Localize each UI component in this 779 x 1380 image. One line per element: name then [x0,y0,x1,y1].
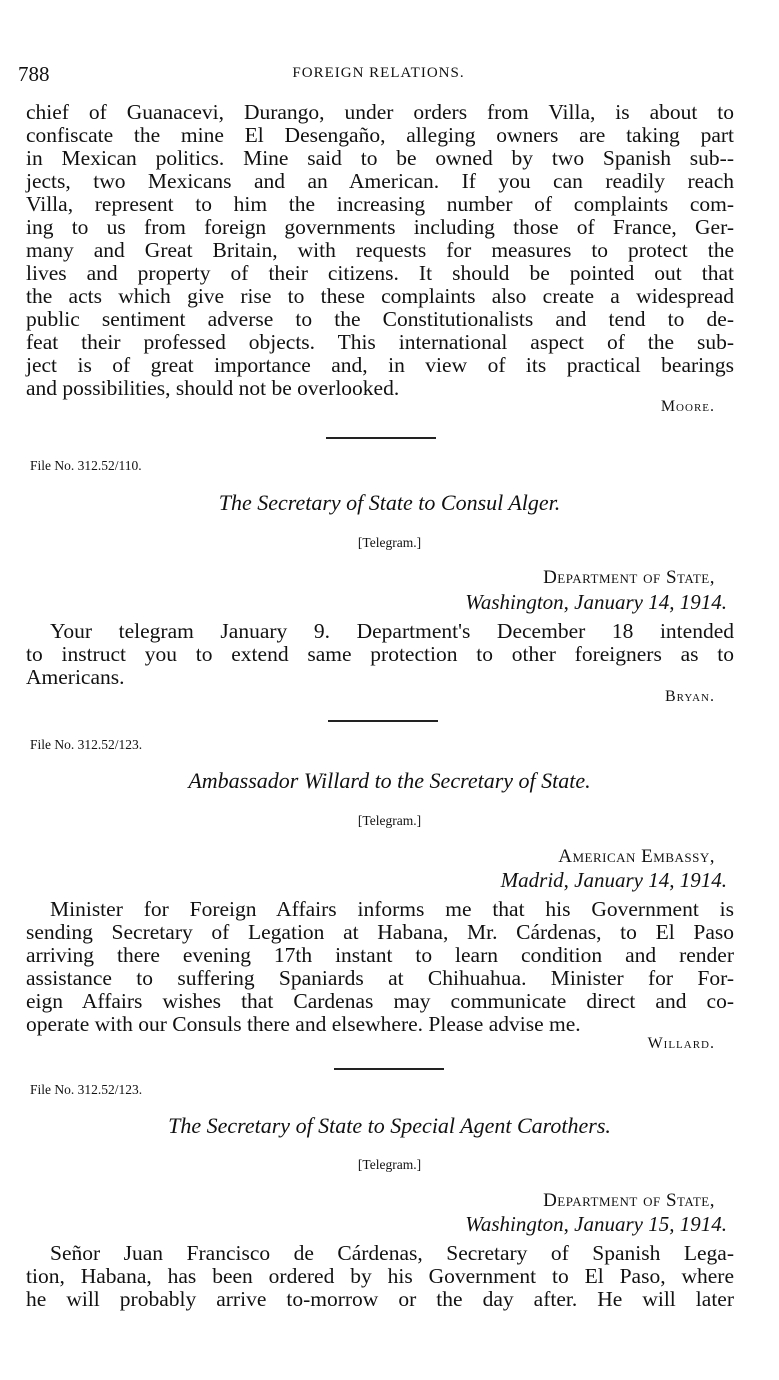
place: Washington [465,1212,564,1236]
signature-moore: Moore. [660,398,715,415]
text-line: he will probably arrive to-morrow or the day after. He will later [26,1287,734,1311]
file-number: File No. 312.52/123. [30,1082,143,1097]
section-divider [334,1068,444,1070]
signature-bryan: Bryan. [664,688,715,705]
place-date-line: Madrid, January 14, 1914. [500,868,727,892]
text-line: the acts which give rise to these complaints also create a widespread [26,284,734,308]
page-number: 788 [18,62,50,86]
text-line: Your telegram January 9. Department's December 18 intended [50,619,734,643]
office-line: American Embassy, [558,846,715,867]
telegram-label: [Telegram.] [357,813,422,828]
text-line: jects, two Mexicans and an American. If you can readily reach [26,169,734,193]
text-line: Minister for Foreign Affairs informs me that his Government is [50,897,734,921]
section-divider [328,720,438,722]
text-line: in Mexican politics. Mine said to be owned by two Spanish sub-- [26,146,734,170]
place-date-line: Washington, January 14, 1914. [465,590,727,614]
file-number: File No. 312.52/123. [30,737,143,752]
text-line: ing to us from foreign governments including those of France, Ger- [26,215,734,239]
date: January 14, 1914. [574,868,727,892]
page-header [18,62,739,86]
document-heading: The Secretary of State to Special Agent Carothers. [168,1113,611,1138]
text-line: sending Secretary of Legation at Habana, Mr. Cárdenas, to El Paso [26,920,734,944]
text-line: Americans. [26,665,125,689]
text-line: operate with our Consuls there and elsewhere. Please advise me. [26,1012,581,1036]
document-body [26,1242,734,1311]
text-line: feat their professed objects. This international aspect of the sub- [26,330,734,354]
office-line: Department of State, [543,1190,715,1211]
telegram-label: [Telegram.] [357,1157,422,1172]
text-line: and possibilities, should not be overlooked. [26,376,400,400]
text-line: arriving there evening 17th instant to learn condition and render [26,943,734,967]
signature-willard: Willard. [647,1035,715,1052]
document-heading: The Secretary of State to Consul Alger. [218,490,561,515]
place: Washington [465,590,564,614]
text-line: chief of Guanacevi, Durango, under orders from Villa, is about to [26,100,734,124]
text-line: lives and property of their citizens. It should be pointed out that [26,261,734,285]
text-line: public sentiment adverse to the Constitutionalists and tend to de- [26,307,734,331]
date: January 14, 1914. [574,590,727,614]
document-body [26,898,734,1036]
place-date-line: Washington, January 15, 1914. [465,1212,727,1236]
text-line: ject is of great importance and, in view of its practical bearings [26,353,734,377]
text-line: eign Affairs wishes that Cardenas may communicate direct and co- [26,989,734,1013]
text-line: Villa, represent to him the increasing number of complaints com- [26,192,734,216]
date: January 15, 1914. [574,1212,727,1236]
file-number: File No. 312.52/110. [30,458,142,473]
running-title: FOREIGN RELATIONS. [292,65,465,81]
text-line: confiscate the mine El Desengaño, alleging owners are taking part [26,123,734,147]
section-divider [326,437,436,439]
text-line: assistance to suffering Spaniards at Chihuahua. Minister for For- [26,966,734,990]
telegram-label: [Telegram.] [357,535,422,550]
text-line: many and Great Britain, with requests for measures to protect the [26,238,734,262]
document-body [26,620,734,689]
text-line: Señor Juan Francisco de Cárdenas, Secretary of Spanish Lega- [50,1241,734,1265]
place: Madrid [500,868,564,892]
text-line: to instruct you to extend same protection to other foreigners as to [26,642,734,666]
top-paragraph [26,101,734,400]
text-line: tion, Habana, has been ordered by his Government to El Paso, where [26,1264,734,1288]
office-line: Department of State, [543,567,715,588]
document-heading: Ambassador Willard to the Secretary of State. [188,768,591,793]
